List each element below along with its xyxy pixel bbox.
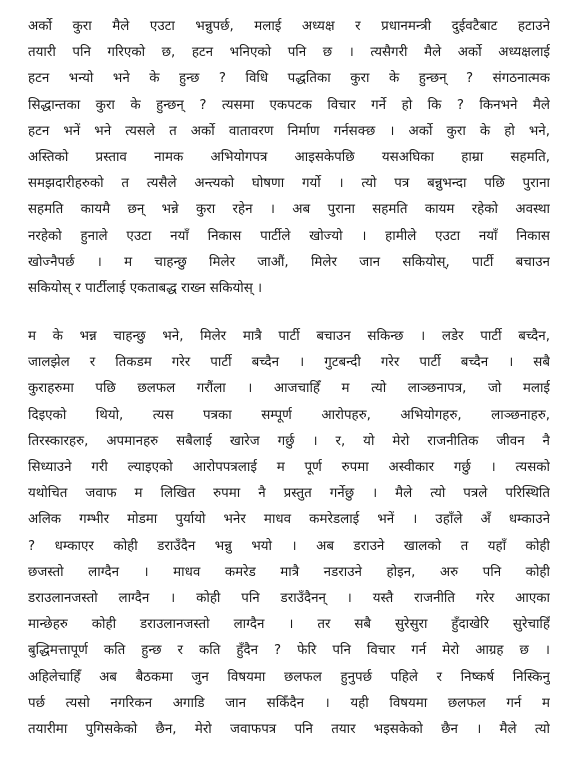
text-line: ? धम्काएर कोही डराउँदैन भन्नु भयो । अब डराउने खालको त यहाँ कोही	[28, 538, 550, 554]
text-line: तिरस्कारहरु, अपमानहरु सबैलाई खारेज गर्छु । र, यो मेरो राजनीतिक जीवन नै	[28, 433, 550, 449]
text-line: अर्को कुरा मैले एउटा भन्नुपर्छ, मलाई अध्यक्ष र प्रधानमन्त्री दुईवटैबाट हटाउने	[28, 19, 550, 34]
text-line: खोज्नैपर्छ । म चाहन्छु मिलेर जाऔं, मिलेर जान सकियोस्, पार्टी बचाउन	[28, 254, 550, 270]
text-line: समझदारीहरुको त त्यसैले अन्त्यको घोषणा गर्यो । त्यो पत्र बन्नुभन्दा पछि पुराना	[28, 176, 550, 192]
text-line: तयारी पनि गरिएको छ, हटन भनिएको पनि छ । त्यसैगरी मैले अर्को अध्यक्षलाई	[28, 45, 550, 61]
text-line: सकियोस् र पार्टीलाई एकताबद्ध राख्न सकियोस् ।	[28, 280, 263, 296]
text-line: कुराहरुमा पछि छलफल गरौंला । आजचाहिँ म त्यो लाञ्छनापत्र, जो मलाई	[28, 381, 550, 397]
text-line: म के भन्न चाहन्छु भने, मिलेर मात्रै पार्टी बचाउन सकिन्छ । लडेर पार्टी बच्दैन,	[28, 329, 550, 345]
text-line: सिद्धान्तका कुरा के हुन्छन् ? त्यसमा एकपटक विचार गर्ने हो कि ? किनभने मैले	[28, 97, 550, 113]
text-line: सिध्याउने गरी ल्याइएको आरोपपत्रलाई म पूर्ण रुपमा अस्वीकार गर्छु । त्यसको	[28, 460, 550, 475]
text-line: दिइएको थियो, त्यस पत्रका सम्पूर्ण आरोपहरु, अभियोगहरु, लाञ्छनाहरु,	[28, 407, 550, 423]
text-line: मान्छेहरु कोही डराउलानजस्तो लाग्दैन । तर सबै सुरेसुरा हुँदाखेरि सुरेचाहिँ	[28, 617, 550, 633]
text-line: बुद्धिमत्तापूर्ण कति हुन्छ र कति हुँदैन ? फेरि पनि विचार गर्न मेरो आग्रह छ ।	[28, 643, 550, 659]
text-line: तयारीमा पुगिसकेको छैन, मेरो जवाफपत्र पनि तयार भइसकेको छैन । मैले त्यो	[28, 721, 550, 737]
text-line: डराउलानजस्तो लाग्दैन । कोही पनि डराउँदैनन् । यस्तै राजनीति गरेर आएका	[28, 590, 550, 606]
text-line: अस्तिको प्रस्ताव नामक अभियोगपत्र आइसकेपछि यसअघिका हाम्रा सहमति,	[28, 149, 550, 165]
text-line: जालझेल र तिकडम गरेर पार्टी बच्दैन । गुटबन्दी गरेर पार्टी बच्दैन । सबै	[28, 355, 550, 371]
text-line: हटन भन्यो भने के हुन्छ ? विधि पद्धतिका कुरा के हुन्छन् ? संगठनात्मक	[28, 71, 550, 87]
text-line: हटन भनें भने त्यसले त अर्को वातावरण निर्माण गर्नसक्छ । अर्को कुरा के हो भने,	[28, 123, 550, 139]
paragraph-2	[28, 324, 563, 743]
text-line: पर्छ त्यसो नगरिकन अगाडि जान सकिँदैन । यही विषयमा छलफल गर्न म	[28, 695, 550, 711]
text-line: यथोचित जवाफ म लिखित रुपमा नै प्रस्तुत गर्नेछु । मैले त्यो पत्रले परिस्थिति	[28, 486, 550, 502]
text-line: अलिक गम्भीर मोडमा पुर्यायो भनेर माधव कमरेडलाई भनें । उहाँले अँ धम्काउने	[28, 512, 550, 528]
text-line: छजस्तो लाग्दैन । माधव कमरेड मात्रै नडराउने होइन, अरु पनि कोही	[28, 564, 550, 580]
text-line: सहमति कायमै छन् भन्ने कुरा रहेन । अब पुराना सहमति कायम रहेको अवस्था	[28, 202, 550, 218]
text-line: नरहेको हुनाले एउटा नयाँ निकास पार्टीले खोज्यो । हामीले एउटा नयाँ निकास	[28, 228, 550, 244]
paragraph-1	[28, 14, 563, 302]
text-line: अहिलेचाहिँ अब बैठकमा जुन विषयमा छलफल हुनुपर्छ पहिले र निष्कर्ष निस्किनु	[28, 669, 550, 685]
